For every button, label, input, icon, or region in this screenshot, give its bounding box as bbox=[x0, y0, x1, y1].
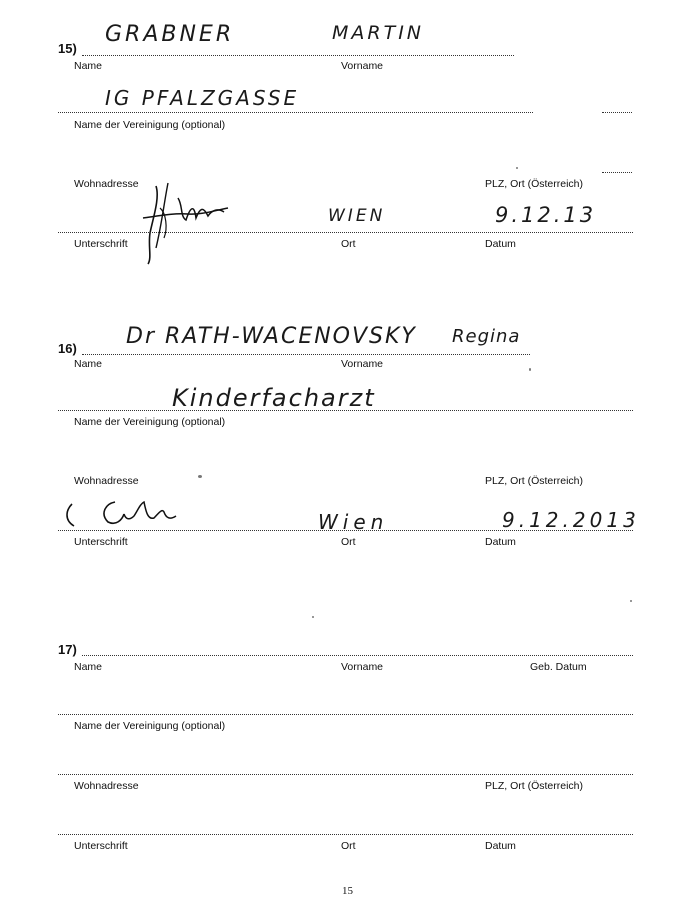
entry-16-datum-label: Datum bbox=[485, 536, 516, 548]
entry-16-signature[interactable] bbox=[60, 490, 190, 535]
entry-16-vereinigung-line bbox=[58, 410, 633, 411]
scan-speck bbox=[312, 616, 314, 618]
entry-15-vereinigung-line bbox=[58, 112, 533, 113]
entry-17-vorname-label: Vorname bbox=[341, 661, 384, 673]
entry-16-number: 16) bbox=[58, 341, 77, 356]
entry-15-datum-value[interactable]: 9.12.13 bbox=[495, 203, 597, 227]
entry-15-unterschrift-label: Unterschrift bbox=[74, 238, 128, 250]
entry-17-name-line[interactable] bbox=[82, 655, 633, 656]
entry-15-address-line-end bbox=[602, 172, 632, 173]
entry-16-wohnadresse-label: Wohnadresse bbox=[74, 475, 139, 487]
entry-17-address-line[interactable] bbox=[58, 774, 633, 775]
entry-17-vereinigung-line[interactable] bbox=[58, 714, 633, 715]
entry-15-vorname-label: Vorname bbox=[341, 60, 384, 72]
entry-15-ort-value[interactable]: WIEN bbox=[328, 206, 386, 226]
entry-16-ort-value[interactable]: Wien bbox=[318, 510, 389, 534]
entry-15-vereinigung-label: Name der Vereinigung (optional) bbox=[74, 119, 226, 131]
entry-16-signature-line bbox=[58, 530, 633, 531]
entry-17-name-label: Name bbox=[74, 661, 103, 673]
entry-16-ort-label: Ort bbox=[341, 536, 356, 548]
entry-15-datum-label: Datum bbox=[485, 238, 516, 250]
entry-15-vorname-value[interactable]: MARTIN bbox=[332, 22, 425, 44]
page-number: 15 bbox=[342, 885, 353, 897]
entry-16-plz-label: PLZ, Ort (Österreich) bbox=[485, 475, 584, 487]
entry-17-signature-line[interactable] bbox=[58, 834, 633, 835]
entry-16-vereinigung-label: Name der Vereinigung (optional) bbox=[74, 416, 226, 428]
entry-16-name-value[interactable]: Dr RATH-WACENOVSKY bbox=[126, 324, 417, 349]
scan-speck bbox=[630, 600, 632, 602]
entry-17-wohnadresse-label: Wohnadresse bbox=[74, 780, 139, 792]
entry-16-datum-value[interactable]: 9.12.2013 bbox=[502, 508, 640, 532]
entry-15-name-label: Name bbox=[74, 60, 103, 72]
entry-17-ort-label: Ort bbox=[341, 840, 356, 852]
entry-17-unterschrift-label: Unterschrift bbox=[74, 840, 128, 852]
entry-15-signature-line bbox=[58, 232, 633, 233]
entry-16-vereinigung-value[interactable]: Kinderfacharzt bbox=[172, 384, 376, 412]
scan-speck bbox=[516, 167, 518, 169]
entry-15-plz-label: PLZ, Ort (Österreich) bbox=[485, 178, 584, 190]
entry-16-unterschrift-label: Unterschrift bbox=[74, 536, 128, 548]
entry-15-vereinigung-line-end bbox=[602, 112, 632, 113]
entry-16-vorname-label: Vorname bbox=[341, 358, 384, 370]
entry-15-name-line bbox=[82, 55, 514, 56]
entry-16-vorname-value[interactable]: Regina bbox=[452, 326, 521, 347]
entry-15-name-value[interactable]: GRABNER bbox=[105, 22, 235, 47]
entry-15-ort-label: Ort bbox=[341, 238, 356, 250]
entry-15-wohnadresse-label: Wohnadresse bbox=[74, 178, 139, 190]
entry-17-plz-label: PLZ, Ort (Österreich) bbox=[485, 780, 584, 792]
entry-17-datum-label: Datum bbox=[485, 840, 516, 852]
scan-speck bbox=[198, 475, 202, 478]
entry-16-name-line bbox=[82, 354, 530, 355]
entry-17-number: 17) bbox=[58, 642, 77, 657]
entry-17-geb-datum-label: Geb. Datum bbox=[530, 661, 587, 673]
scan-speck bbox=[529, 368, 531, 371]
entry-15-vereinigung-value[interactable]: IG PFALZGASSE bbox=[105, 86, 300, 110]
entry-17-vereinigung-label: Name der Vereinigung (optional) bbox=[74, 720, 226, 732]
entry-15-signature[interactable] bbox=[138, 178, 238, 268]
entry-16-name-label: Name bbox=[74, 358, 103, 370]
entry-15-number: 15) bbox=[58, 41, 77, 56]
